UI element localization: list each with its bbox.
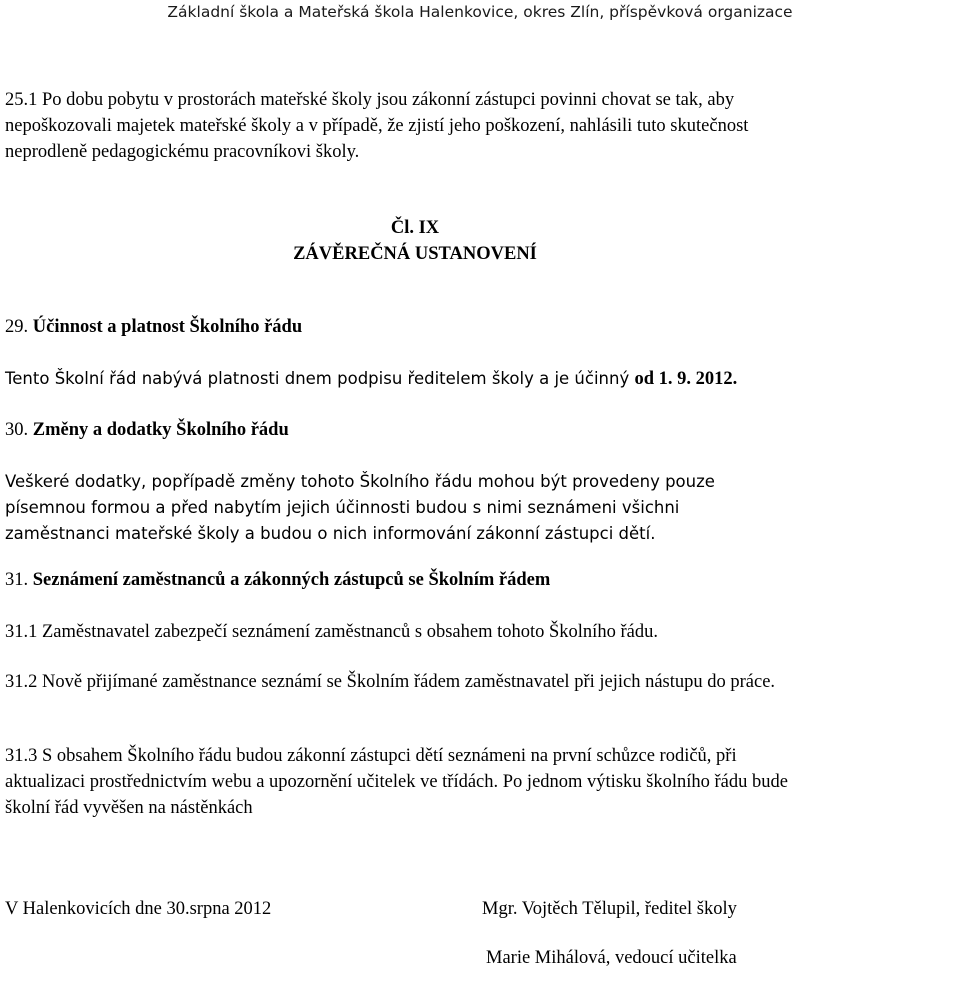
section-31-number: 31. — [5, 570, 29, 590]
section-31-title: Seznámení zaměstnanců a zákonných zástupců se Školním řádem — [32, 570, 551, 590]
signature-director: Mgr. Vojtěch Tělupil, ředitel školy — [482, 899, 737, 919]
paragraph-31-2: 31.2 Nově přijímané zaměstnance seznámí se Školním řádem zaměstnavatel při jejich nástupu do práce. — [5, 672, 776, 692]
signature-place-date: V Halenkovicích dne 30.srpna 2012 — [5, 899, 272, 919]
section-30-title: Změny a dodatky Školního řádu — [32, 420, 289, 440]
article-title: ZÁVĚREČNÁ USTANOVENÍ — [293, 244, 537, 264]
header-organization: Základní škola a Mateřská škola Halenkovice, okres Zlín, příspěvková organizace — [167, 3, 793, 21]
section-29-title: Účinnost a platnost Školního řádu — [32, 317, 303, 337]
paragraph-25-1: 25.1 Po dobu pobytu v prostorách mateřské školy jsou zákonní zástupci povinni chovat se tak, aby nepoškozovali majetek mateřské školy a v případě, že zjistí jeho poškození, nahlásili tuto skutečnost neprodleně pedagogickému pracovníkovi školy. — [5, 90, 749, 162]
signature-head-teacher: Marie Mihálová, vedoucí učitelka — [486, 948, 737, 968]
section-29-date: od 1. 9. 2012. — [634, 369, 738, 389]
section-29-number: 29. — [5, 317, 29, 337]
section-30-heading — [5, 417, 950, 443]
section-29-text — [5, 366, 950, 392]
paragraph-31-1: 31.1 Zaměstnavatel zabezpečí seznámení zaměstnanců s obsahem tohoto Školního řádu. — [5, 622, 658, 642]
section-30-number: 30. — [5, 420, 29, 440]
document-header — [0, 0, 960, 30]
section-29-heading — [5, 314, 950, 340]
article-number: Čl. IX — [390, 218, 440, 238]
section-30-text: Veškeré dodatky, popřípadě změny tohoto Školního řádu mohou být provedeny pouze písemnou formou a před nabytím jejich účinnosti budou s nimi seznámeni všichni zaměstnanci mateřské školy a budou o nich informování zákonní zástupci dětí. — [5, 472, 715, 543]
section-31-heading — [5, 567, 950, 593]
paragraph-31-3: 31.3 S obsahem Školního řádu budou zákonní zástupci dětí seznámeni na první schůzce rodičů, při aktualizaci prostřednictvím webu a upozornění učitelek ve třídách. Po jednom výtisku školního řádu bude školní řád vyvěšen na nástěnkách — [5, 746, 788, 818]
section-29-body: Tento Školní řád nabývá platnosti dnem podpisu ředitelem školy a je účinný — [5, 369, 630, 388]
